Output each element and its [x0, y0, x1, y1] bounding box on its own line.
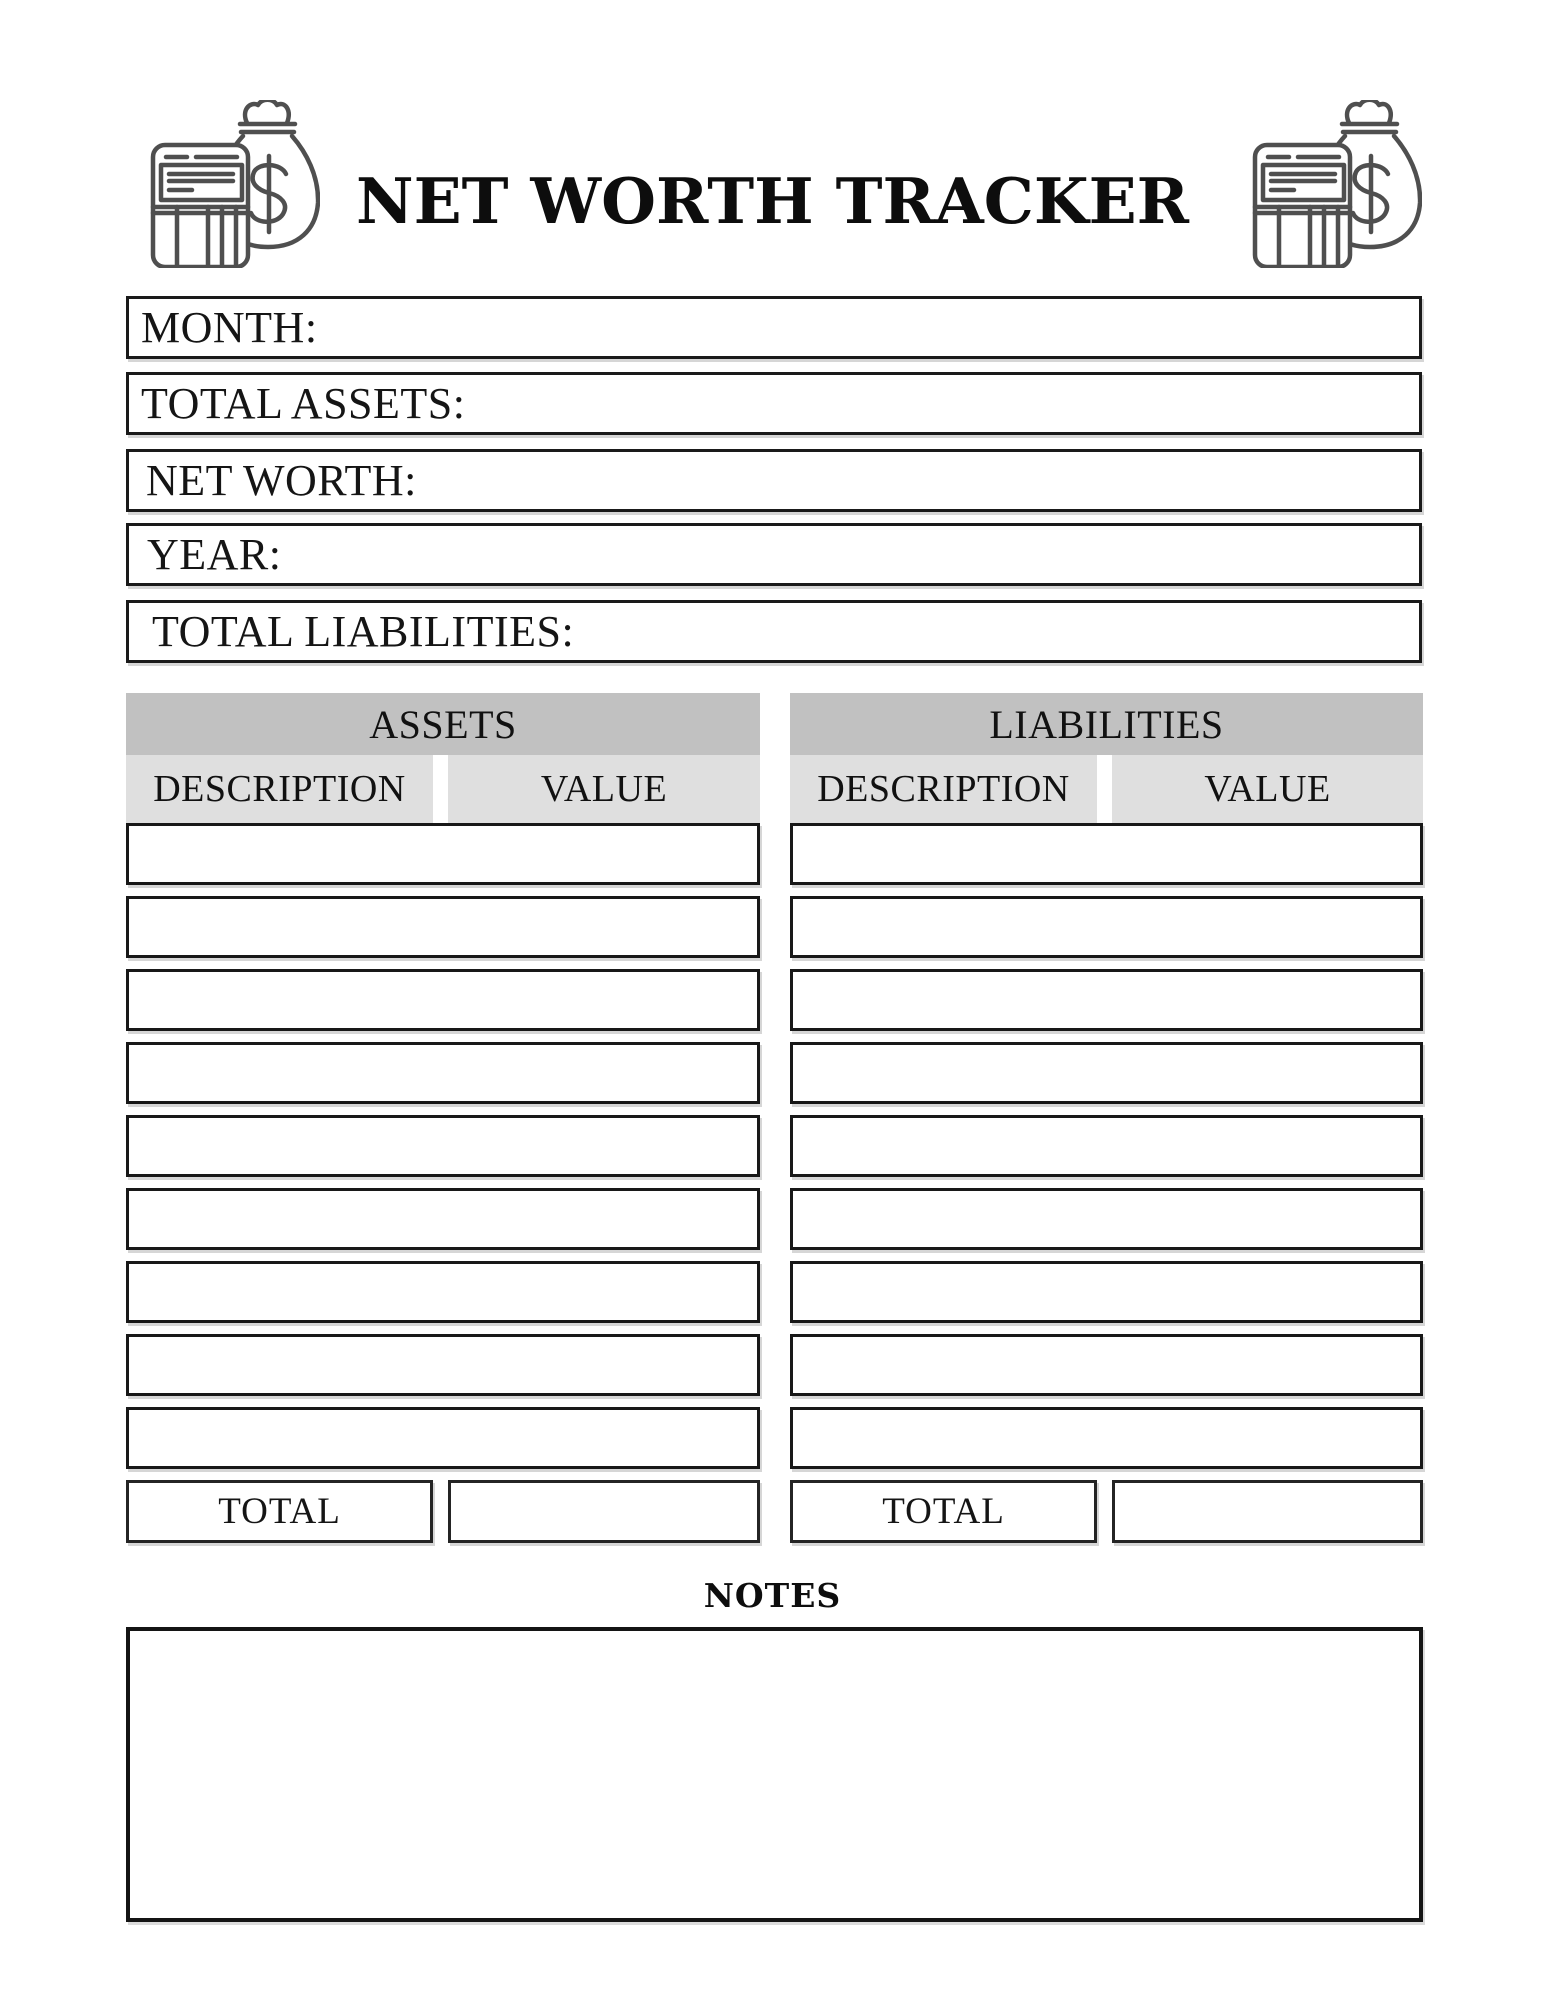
total-assets-field[interactable] [126, 372, 1422, 435]
year-label: YEAR: [147, 530, 282, 579]
liability-row[interactable] [790, 1042, 1423, 1104]
asset-row[interactable] [126, 1115, 760, 1177]
assets-total-row [126, 1480, 760, 1543]
year-field[interactable] [126, 523, 1422, 586]
liability-row[interactable] [790, 1407, 1423, 1469]
liability-row[interactable] [790, 896, 1423, 958]
liabilities-rows [790, 823, 1423, 1469]
assets-table-title: ASSETS [126, 693, 760, 755]
column-gap [433, 1480, 448, 1543]
net-worth-field[interactable] [126, 449, 1422, 512]
column-gap [433, 755, 448, 823]
liability-row[interactable] [790, 969, 1423, 1031]
asset-row[interactable] [126, 1334, 760, 1396]
assets-table [126, 693, 760, 1543]
column-gap [1097, 755, 1112, 823]
liability-row[interactable] [790, 1115, 1423, 1177]
total-liabilities-label: TOTAL LIABILITIES: [152, 607, 575, 656]
assets-rows [126, 823, 760, 1469]
liabilities-total-value[interactable] [1112, 1480, 1423, 1543]
liabilities-total-label: TOTAL [790, 1480, 1097, 1543]
liabilities-table-title: LIABILITIES [790, 693, 1423, 755]
liability-row[interactable] [790, 1261, 1423, 1323]
page-title: NET WORTH TRACKER [355, 164, 1190, 238]
month-label: MONTH: [141, 303, 318, 352]
total-liabilities-value[interactable] [574, 603, 1419, 660]
asset-row[interactable] [126, 823, 760, 885]
assets-table-subheader [126, 755, 760, 823]
liability-row[interactable] [790, 1188, 1423, 1250]
liabilities-value-column-header: VALUE [1112, 755, 1423, 823]
asset-row[interactable] [126, 896, 760, 958]
month-field[interactable] [126, 296, 1422, 359]
total-liabilities-field[interactable] [126, 600, 1422, 663]
notes-box[interactable] [126, 1627, 1423, 1922]
total-assets-label: TOTAL ASSETS: [141, 379, 466, 428]
asset-row[interactable] [126, 969, 760, 1031]
liabilities-table-subheader [790, 755, 1423, 823]
net-worth-label: NET WORTH: [146, 456, 417, 505]
assets-total-label: TOTAL [126, 1480, 433, 1543]
assets-total-value[interactable] [448, 1480, 760, 1543]
asset-row[interactable] [126, 1407, 760, 1469]
total-assets-value[interactable] [465, 375, 1419, 432]
assets-description-column-header: DESCRIPTION [126, 755, 433, 823]
liabilities-total-row [790, 1480, 1423, 1543]
liability-row[interactable] [790, 823, 1423, 885]
assets-value-column-header: VALUE [448, 755, 760, 823]
liabilities-description-column-header: DESCRIPTION [790, 755, 1097, 823]
liabilities-table [790, 693, 1423, 1543]
asset-row[interactable] [126, 1042, 760, 1104]
asset-row[interactable] [126, 1261, 760, 1323]
month-value[interactable] [318, 299, 1419, 356]
asset-row[interactable] [126, 1188, 760, 1250]
year-value[interactable] [282, 526, 1420, 583]
net-worth-value[interactable] [417, 452, 1419, 509]
column-gap [1097, 1480, 1112, 1543]
liability-row[interactable] [790, 1334, 1423, 1396]
notes-title: NOTES [703, 1575, 842, 1615]
